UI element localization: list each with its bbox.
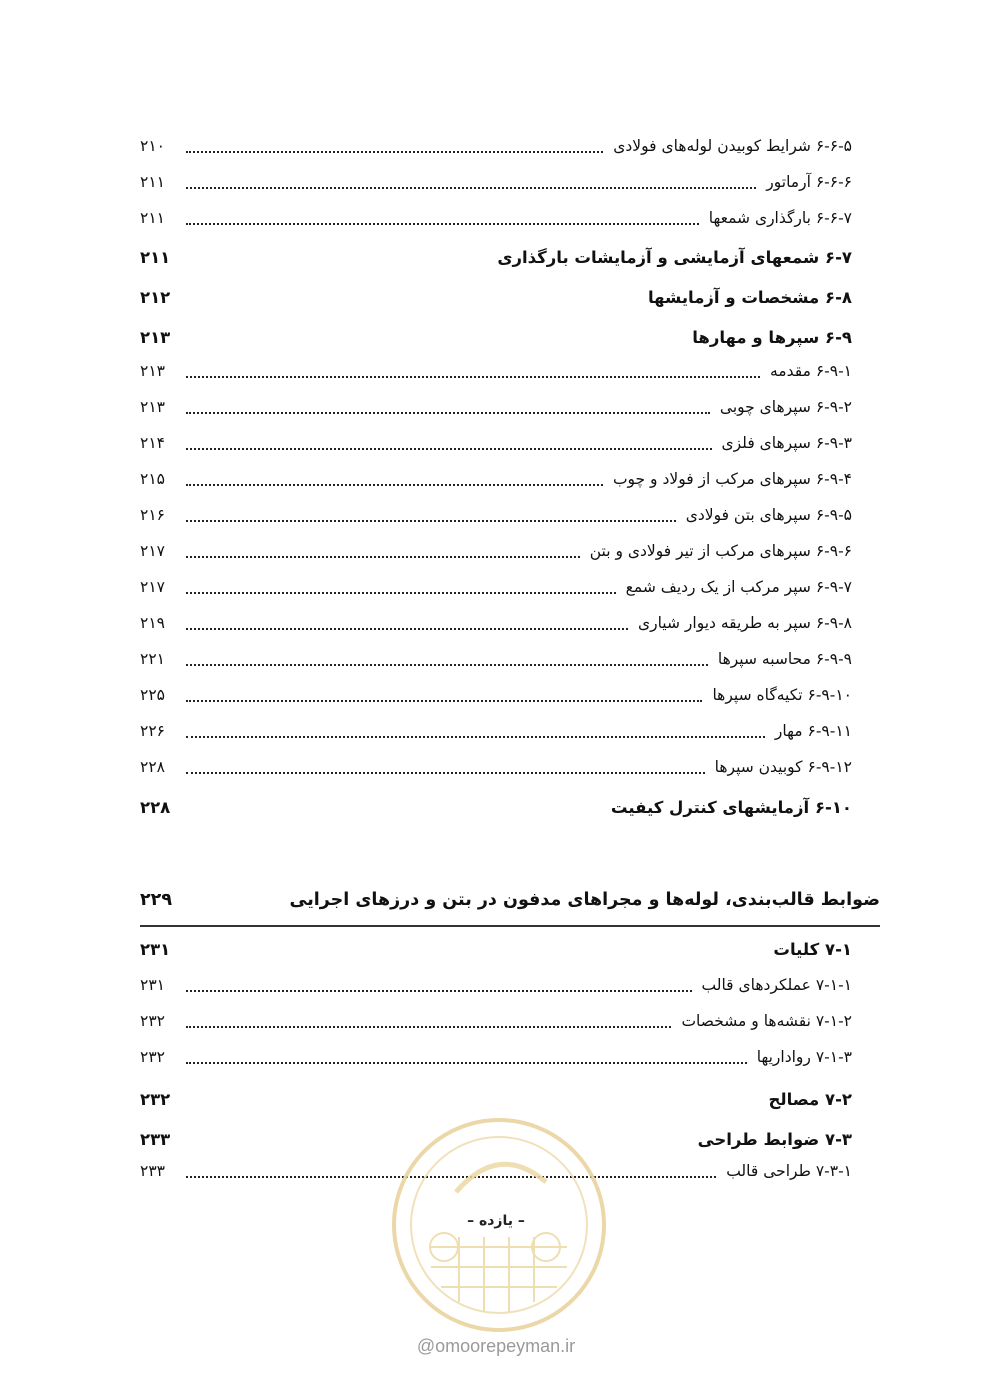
toc-entry-page: ۲۳۲: [140, 1012, 165, 1030]
watermark-text: @omoorepeyman.ir: [416, 1336, 576, 1356]
toc-subsection-row: [140, 131, 852, 161]
toc-entry-page: ۲۱۹: [140, 614, 165, 632]
toc-entry-page: ۲۱۲: [140, 287, 171, 307]
toc-section-row: [140, 322, 852, 352]
toc-entry-page: ۲۲۵: [140, 686, 165, 704]
toc-entry-title: ۶-۶-۷ بارگذاری شمعها: [708, 209, 852, 227]
toc-entry-page: ۲۳۲: [140, 1089, 171, 1109]
toc-entry-title: ۷-۱-۱ عملکردهای قالب: [701, 976, 852, 994]
toc-leader-dots: [186, 556, 580, 558]
toc-entry-title: ۶-۹-۵ سپرهای بتن فولادی: [685, 506, 852, 524]
toc-entry-title: ۶-۹-۷ سپر مرکب از یک ردیف شمع: [625, 578, 852, 596]
toc-entry-page: ۲۱۱: [140, 209, 165, 227]
toc-section-row: [140, 282, 852, 312]
toc-subsection-row: [140, 970, 852, 1000]
toc-leader-dots: [186, 151, 603, 153]
toc-entry-page: ۲۳۳: [140, 1162, 165, 1180]
toc-entry-page: ۲۱۱: [140, 247, 171, 267]
toc-entry-title: ۷-۱ کلیات: [773, 939, 852, 959]
toc-subsection-row: [140, 167, 852, 197]
toc-entry-page: ۲۳۲: [140, 1048, 165, 1066]
toc-entry-title: ۶-۹-۳ سپرهای فلزی: [721, 434, 852, 452]
toc-entry-page: ۲۱۷: [140, 542, 165, 560]
toc-section-row: [140, 792, 852, 822]
toc-entry-page: ۲۱۵: [140, 470, 165, 488]
toc-entry-title: ۶-۹-۶ سپرهای مرکب از تیر فولادی و بتن: [589, 542, 852, 560]
chapter-heading: [140, 883, 880, 917]
toc-subsection-row: [140, 572, 852, 602]
toc-subsection-row: [140, 644, 852, 674]
toc-entry-page: ۲۳۳: [140, 1129, 171, 1149]
toc-entry-title: ۶-۶-۶ آرماتور: [766, 173, 852, 191]
toc-entry-title: ۷-۳ ضوابط طراحی: [697, 1129, 852, 1149]
toc-entry-page: ۲۱۱: [140, 173, 165, 191]
toc-entry-title: ۷-۱-۲ نقشه‌ها و مشخصات: [681, 1012, 852, 1030]
toc-leader-dots: [186, 1026, 671, 1028]
toc-entry-page: ۲۱۴: [140, 434, 165, 452]
toc-entry-page: ۲۲۱: [140, 650, 165, 668]
toc-leader-dots: [186, 376, 760, 378]
chapter-rule: [140, 925, 880, 927]
toc-entry-title: ۶-۹-۱ مقدمه: [770, 362, 852, 380]
toc-leader-dots: [186, 628, 628, 630]
toc-leader-dots: [186, 1062, 747, 1064]
toc-subsection-row: [140, 608, 852, 638]
toc-section-row: [140, 934, 852, 964]
toc-entry-title: ۶-۸ مشخصات و آزمایشها: [647, 287, 852, 307]
toc-entry-page: ۲۱۶: [140, 506, 165, 524]
toc-leader-dots: [186, 187, 756, 189]
toc-leader-dots: [186, 223, 699, 225]
toc-entry-title: ۶-۹-۲ سپرهای چوبی: [719, 398, 852, 416]
toc-entry-title: ۷-۱-۳ رواداریها: [756, 1048, 852, 1066]
toc-entry-title: ۶-۶-۵ شرایط کوبیدن لوله‌های فولادی: [613, 137, 852, 155]
toc-entry-title: ۶-۹-۹ محاسبه سپرها: [717, 650, 852, 668]
toc-entry-title: ۶-۹-۸ سپر به طریقه دیوار شیاری: [637, 614, 852, 632]
toc-entry-title: ۷-۳-۱ طراحی قالب: [726, 1162, 852, 1180]
toc-subsection-row: [140, 392, 852, 422]
toc-leader-dots: [186, 520, 676, 522]
chapter-page: ۲۲۹: [140, 890, 173, 910]
toc-entry-page: ۲۱۷: [140, 578, 165, 596]
toc-entry-title: ۶-۹-۱۰ تکیه‌گاه سپرها: [712, 686, 852, 704]
toc-section-row: [140, 242, 852, 272]
toc-section-row: [140, 1084, 852, 1114]
toc-subsection-row: [140, 680, 852, 710]
toc-leader-dots: [186, 700, 702, 702]
toc-subsection-row: [140, 716, 852, 746]
toc-entry-title: ۶-۱۰ آزمایشهای کنترل کیفیت: [610, 797, 852, 817]
toc-entry-page: ۲۱۳: [140, 362, 165, 380]
toc-entry-title: ۶-۹-۴ سپرهای مرکب از فولاد و چوب: [612, 470, 852, 488]
toc-subsection-row: [140, 752, 852, 782]
toc-entry-page: ۲۲۸: [140, 797, 171, 817]
toc-entry-page: ۲۳۱: [140, 976, 165, 994]
toc-leader-dots: [186, 592, 616, 594]
toc-subsection-row: [140, 536, 852, 566]
toc-leader-dots: [186, 736, 765, 738]
toc-subsection-row: [140, 500, 852, 530]
toc-subsection-row: [140, 1042, 852, 1072]
toc-leader-dots: [186, 484, 603, 486]
toc-entry-title: ۶-۹-۱۲ کوبیدن سپرها: [714, 758, 852, 776]
toc-entry-title: ۶-۹ سپرها و مهارها: [692, 327, 852, 347]
toc-leader-dots: [186, 412, 710, 414]
chapter-title: ضوابط قالب‌بندی، لوله‌ها و مجراهای مدفون در بتن و درزهای اجرایی: [289, 890, 880, 910]
toc-entry-page: ۲۲۸: [140, 758, 165, 776]
toc-subsection-row: [140, 464, 852, 494]
toc-entry-title: ۷-۲ مصالح: [768, 1089, 852, 1109]
toc-subsection-row: [140, 1006, 852, 1036]
toc-entry-title: ۶-۹-۱۱ مهار: [774, 722, 852, 740]
toc-entry-page: ۲۱۰: [140, 137, 165, 155]
toc-entry-page: ۲۱۳: [140, 327, 171, 347]
page-number: – یازده –: [467, 1213, 525, 1229]
toc-leader-dots: [186, 990, 692, 992]
toc-entry-page: ۲۳۱: [140, 939, 171, 959]
toc-entry-page: ۲۱۳: [140, 398, 165, 416]
toc-leader-dots: [186, 448, 712, 450]
toc-leader-dots: [186, 772, 705, 774]
toc-subsection-row: [140, 356, 852, 386]
toc-subsection-row: [140, 428, 852, 458]
toc-leader-dots: [186, 664, 708, 666]
toc-entry-page: ۲۲۶: [140, 722, 165, 740]
toc-entry-title: ۶-۷ شمعهای آزمایشی و آزمایشات بارگذاری: [497, 247, 852, 267]
toc-subsection-row: [140, 203, 852, 233]
